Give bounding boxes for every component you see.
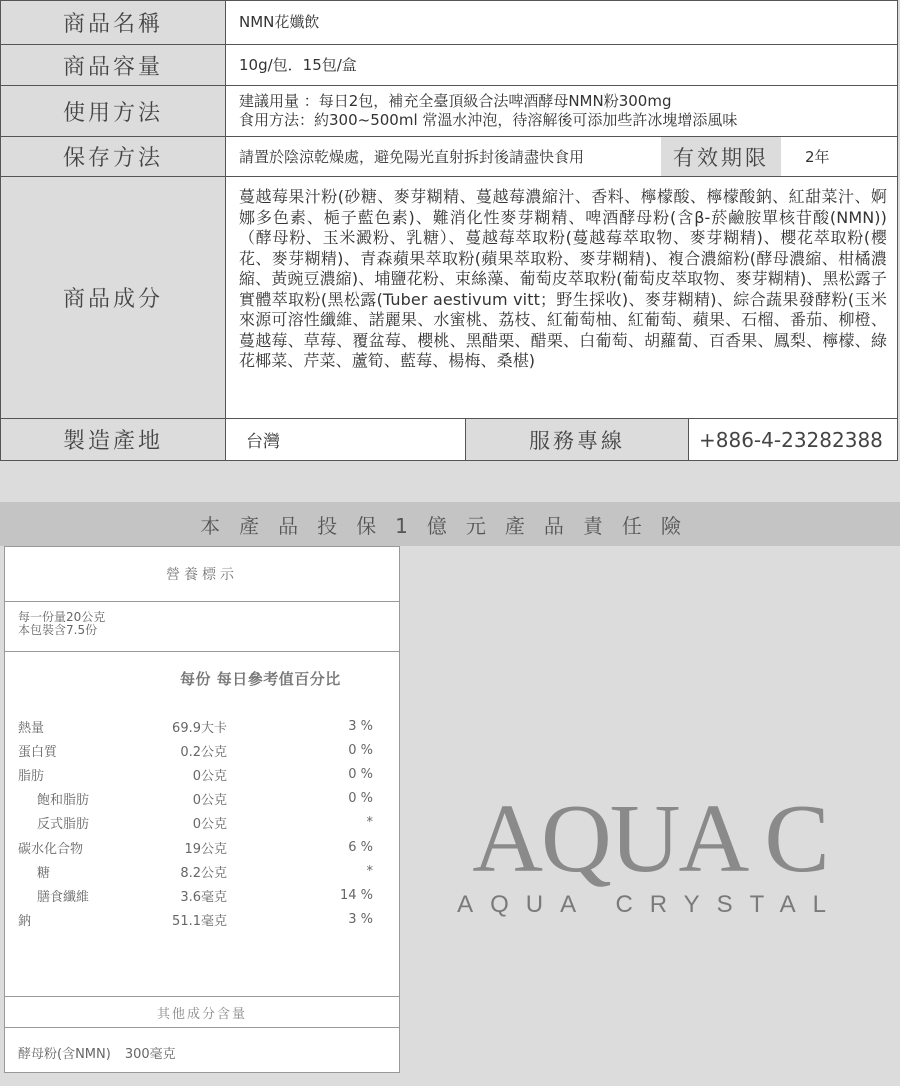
- product-name-label: 商品名稱: [1, 1, 226, 44]
- nutrient-percent: 0 %: [348, 742, 373, 758]
- nutrient-percent: 14 %: [339, 887, 373, 903]
- other-ingredients-title: 其他成分含量: [5, 996, 399, 1028]
- spec-row-ingredients: [1, 177, 898, 419]
- nutrient-name: 蛋白質: [18, 744, 58, 760]
- spec-row-name: [1, 1, 898, 45]
- nutrient-percent: 0 %: [348, 791, 373, 807]
- shelf-life-value: 2年: [805, 148, 830, 166]
- nutrient-amount: 0.2公克: [180, 744, 227, 760]
- nutrient-amount: 0公克: [192, 817, 227, 833]
- capacity-value: 10g/包．15包/盒: [226, 45, 898, 85]
- nutrition-row: [5, 908, 399, 932]
- spec-row-origin: [1, 419, 898, 461]
- nutrient-amount: 51.1毫克: [172, 914, 227, 930]
- capacity-label: 商品容量: [1, 45, 226, 85]
- insurance-banner: 本產品投保1億元產品責任險: [0, 502, 900, 546]
- spec-row-usage: [1, 86, 898, 137]
- nutrient-name: 膳食纖維: [37, 889, 90, 905]
- nutrient-amount: 0公克: [192, 793, 227, 809]
- usage-method-text: 食用方法：約300~500ml 常溫水沖泡，待溶解後可添加些許冰塊增添風味: [239, 111, 738, 129]
- shelf-life-label: 有效期限: [661, 137, 781, 176]
- nutrient-name: 反式脂肪: [37, 817, 90, 833]
- storage-cell: [226, 137, 898, 176]
- nutrition-facts-panel: [4, 546, 400, 1073]
- product-spec-table: [0, 0, 898, 461]
- brand-logo: [400, 546, 900, 1086]
- nutrition-row: [5, 883, 399, 907]
- product-name-value: NMN花孅飲: [226, 1, 898, 44]
- serving-info: [5, 602, 399, 652]
- servings-per-pack: 本包裝含7.5份: [18, 623, 98, 637]
- nutrition-row: [5, 762, 399, 786]
- nutrition-rows: [5, 704, 399, 932]
- nutrition-row: [5, 835, 399, 859]
- ingredients-cell: [226, 177, 898, 418]
- other-ingredient-amount: 300毫克: [124, 1047, 176, 1062]
- nutrition-row: [5, 714, 399, 738]
- nutrition-header: 每份 每日參考值百分比: [180, 669, 341, 688]
- brand-logo-graphic: [400, 546, 900, 1086]
- nutrient-name: 飽和脂肪: [37, 793, 90, 809]
- nutrient-name: 鈉: [18, 914, 32, 930]
- spec-row-capacity: [1, 45, 898, 86]
- nutrient-percent: *: [366, 815, 373, 831]
- service-line-value: +886-4-23282388: [689, 419, 898, 460]
- ingredients-label: 商品成分: [1, 177, 226, 418]
- brand-logo-wordmark: AQUA C: [472, 785, 828, 893]
- nutrient-amount: 8.2公克: [180, 865, 227, 881]
- origin-value: 台灣: [226, 419, 466, 460]
- nutrient-percent: 0 %: [348, 766, 373, 782]
- other-ingredient-row: [18, 1043, 176, 1062]
- nutrition-row: [5, 811, 399, 835]
- nutrient-percent: 3 %: [348, 718, 373, 734]
- origin-label: 製造產地: [1, 419, 226, 460]
- brand-logo-tagline: AQUA CRYSTAL: [457, 891, 843, 918]
- ingredients-value: 蔓越莓果汁粉(砂糖、麥芽糊精、蔓越莓濃縮汁、香料、檸檬酸、檸檬酸鈉、紅甜菜汁、婀娜多色素、梔子藍色素)、難消化性麥芽糊精、啤酒酵母粉(含β-菸鹼胺單核苷酸(NMN))（酵母粉、玉米澱粉、乳糖）、蔓越莓萃取粉(蔓越莓萃取物、麥芽糊精)、櫻花萃取粉(櫻花、麥芽糊精)、青森蘋果萃取粉(蘋果萃取粉、麥芽糊精)、複合濃縮粉(酵母濃縮、柑橘濃縮、黃豌豆濃縮)、埔鹽花粉、束絲藻、葡萄皮萃取粉(葡萄皮萃取物、麥芽糊精)、黑松露子實體萃取粉(黑松露(Tuber aestivum vitt；野生採收)、麥芽糊精)、綜合蔬果發酵粉(玉米來源可溶性纖維、諾麗果、水蜜桃、荔枝、紅葡萄柚、紅葡萄、蘋果、石榴、番茄、柳橙、蔓越莓、草莓、覆盆莓、櫻桃、黑醋栗、醋栗、白葡萄、胡蘿蔔、百香果、鳳梨、檸檬、綠花椰菜、芹菜、蘆筍、藍莓、楊梅、桑椹): [239, 187, 887, 370]
- nutrition-row: [5, 787, 399, 811]
- nutrient-name: 熱量: [18, 720, 45, 736]
- storage-value: 請置於陰涼乾燥處，避免陽光直射拆封後請盡快食用: [239, 148, 585, 166]
- nutrient-amount: 3.6毫克: [180, 889, 227, 905]
- nutrient-amount: 69.9大卡: [172, 720, 227, 736]
- usage-label: 使用方法: [1, 86, 226, 136]
- serving-size: 每一份量20公克: [18, 610, 106, 624]
- nutrient-amount: 0公克: [192, 768, 227, 784]
- usage-dosage-text: 建議用量 ：每日2包，補充全臺頂級合法啤酒酵母NMN粉300mg: [239, 92, 672, 110]
- nutrition-row: [5, 738, 399, 762]
- spec-row-storage: [1, 137, 898, 177]
- nutrient-percent: 6 %: [348, 839, 373, 855]
- nutrition-row: [5, 859, 399, 883]
- nutrient-name: 糖: [37, 865, 51, 881]
- nutrient-name: 碳水化合物: [18, 841, 84, 857]
- service-line-label: 服務專線: [466, 419, 689, 460]
- other-ingredient-name: 酵母粉(含NMN): [18, 1047, 111, 1062]
- nutrient-name: 脂肪: [18, 768, 45, 784]
- usage-value: [226, 86, 898, 136]
- nutrition-title: 營養標示: [5, 547, 399, 602]
- storage-label: 保存方法: [1, 137, 226, 176]
- nutrient-percent: *: [366, 863, 373, 879]
- nutrient-percent: 3 %: [348, 912, 373, 928]
- nutrient-amount: 19公克: [184, 841, 227, 857]
